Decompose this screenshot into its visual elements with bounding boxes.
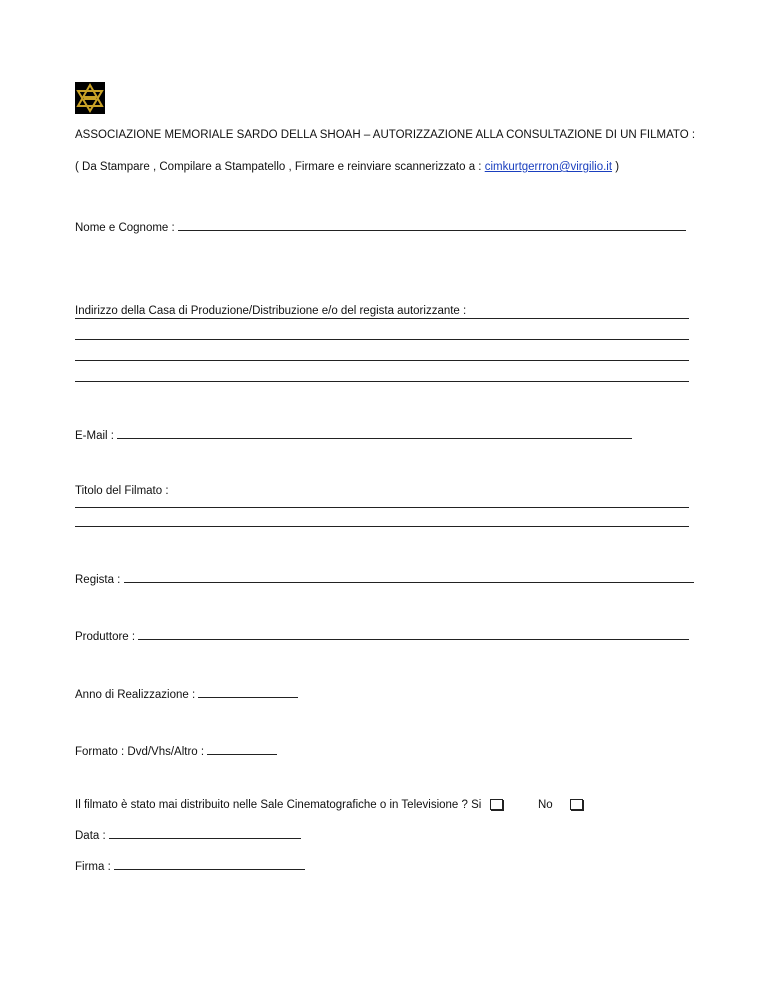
email-field (75, 427, 632, 442)
form-title: ASSOCIAZIONE MEMORIALE SARDO DELLA SHOAH – AUTORIZZAZIONE ALLA CONSULTAZIONE DI UN FILMATO : (75, 129, 696, 141)
contact-email-link[interactable]: cimkurtgerrron@virgilio.it (484, 161, 613, 173)
memorial-logo (75, 82, 105, 114)
checkbox-icon[interactable] (490, 799, 503, 810)
director-input-line[interactable] (124, 571, 694, 583)
name-input-line[interactable] (178, 219, 686, 231)
director-label: Regista : (75, 574, 121, 586)
name-label: Nome e Cognome : (75, 222, 175, 234)
film-title-label: Titolo del Filmato : (75, 485, 169, 497)
year-input-line[interactable] (198, 686, 298, 698)
checkbox-icon[interactable] (570, 799, 583, 810)
format-label: Formato : Dvd/Vhs/Altro : (75, 746, 205, 758)
film-title-input-line[interactable] (75, 526, 689, 527)
signature-field (75, 858, 305, 873)
date-input-line[interactable] (109, 827, 301, 839)
producer-field (75, 628, 689, 643)
star-of-david-logo-icon (75, 82, 105, 114)
producer-label: Produttore : (75, 631, 136, 643)
signature-input-line[interactable] (114, 858, 305, 870)
address-input-line[interactable] (75, 339, 689, 340)
film-title-input-line[interactable] (75, 507, 689, 508)
year-label: Anno di Realizzazione : (75, 689, 196, 701)
format-field (75, 743, 277, 758)
producer-input-line[interactable] (138, 628, 689, 640)
distribution-question-text: Il filmato è stato mai distribuito nelle Sale Cinematografiche o in Televisione ? Si (75, 799, 482, 811)
format-input-line[interactable] (207, 743, 277, 755)
email-label: E-Mail : (75, 430, 114, 442)
email-input-line[interactable] (117, 427, 632, 439)
address-input-line[interactable] (75, 360, 689, 361)
no-option (538, 799, 583, 811)
year-field (75, 686, 298, 701)
form-instructions (75, 161, 619, 173)
address-label: Indirizzo della Casa di Produzione/Distribuzione e/o del regista autorizzante : (75, 305, 467, 317)
signature-label: Firma : (75, 861, 111, 873)
instructions-suffix: ) (612, 161, 620, 173)
distribution-question (75, 799, 503, 811)
no-label: No (538, 799, 553, 811)
address-input-line[interactable] (75, 318, 689, 319)
date-label: Data : (75, 830, 106, 842)
date-field (75, 827, 301, 842)
instructions-prefix: ( Da Stampare , Compilare a Stampatello , Firmare e reinviare scannerizzato a : (75, 161, 485, 173)
name-field (75, 219, 686, 234)
director-field (75, 571, 694, 586)
address-input-line[interactable] (75, 381, 689, 382)
